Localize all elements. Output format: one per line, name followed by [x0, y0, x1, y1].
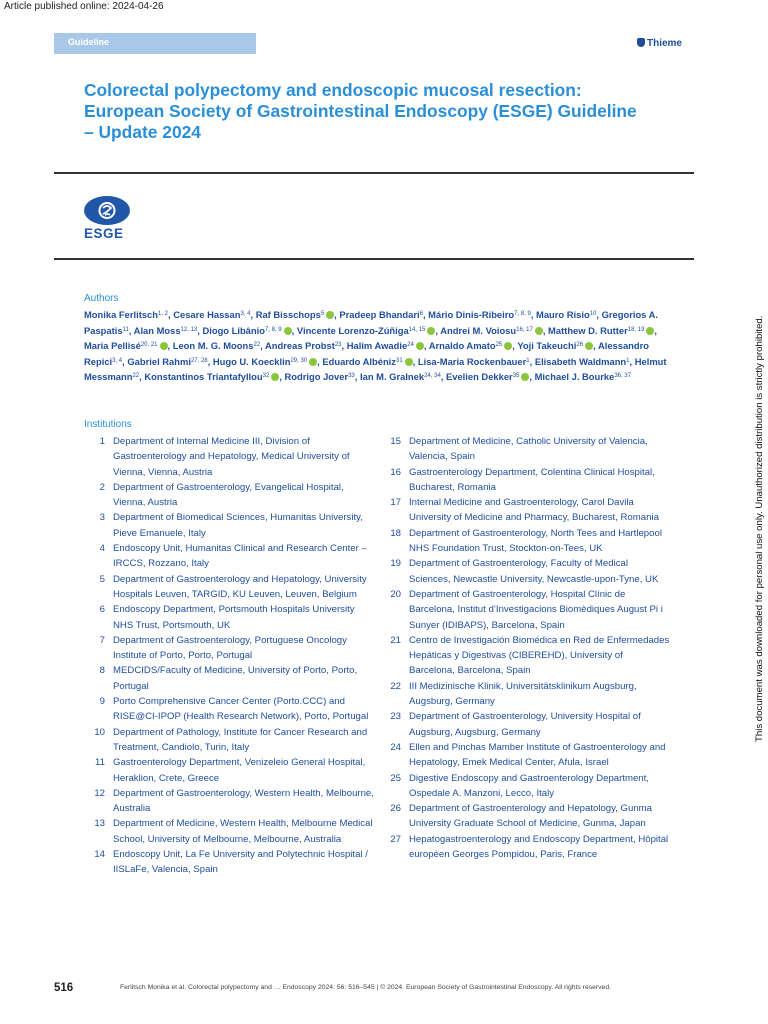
author-affiliation-numbers: 7, 8, 9	[514, 311, 531, 317]
author-affiliation-numbers: 20, 21	[140, 342, 158, 349]
author-separator: ,	[167, 340, 173, 352]
author-entry	[265, 340, 347, 351]
author-entry	[173, 340, 265, 351]
institution-number: 8	[99, 665, 105, 677]
author-name: Lisa-Maria Rockenbauer	[417, 355, 527, 367]
author-affiliation-numbers: 3, 4	[112, 357, 123, 364]
institution-item	[84, 786, 374, 817]
author-affiliation-numbers: 24, 34	[424, 373, 441, 380]
author-name: Halim Awadie	[346, 340, 408, 352]
institution-text: Digestive Endoscopy and Gastroenterology Department, Ospedale A. Manzoni, Lecco, Italy	[409, 772, 649, 799]
author-affiliation-numbers: 5	[320, 311, 325, 317]
author-affiliation-numbers: 12, 13	[180, 326, 198, 333]
author-affiliation-numbers: 1, 2	[157, 311, 168, 317]
author-affiliation-numbers: 35	[512, 373, 520, 380]
divider-top	[54, 172, 694, 174]
author-separator: ,	[128, 324, 134, 336]
author-separator: ,	[341, 340, 347, 352]
author-name: Alessandro Repici	[84, 340, 649, 367]
institution-text: Internal Medicine and Gastroenterology, Carol Davila University of Medicine and Pharmacy, Bucharest, Romania	[409, 497, 659, 524]
orcid-icon[interactable]	[284, 327, 292, 335]
author-separator: ,	[279, 371, 285, 383]
author-name: Michael J. Bourke	[534, 371, 615, 383]
orcid-icon[interactable]	[416, 342, 424, 350]
footer-citation: Ferlitsch Monika et al. Colorectal polypectomy and … Endoscopy 2024; 56: 516–545 | © 2024. European Society of Gastrointestinal Endoscopy. All rights reserved.	[120, 984, 612, 991]
author-name: Gabriel Rahmi	[127, 355, 191, 367]
esge-wordmark: ESGE	[84, 226, 124, 241]
institution-item	[380, 526, 670, 557]
institution-text: Department of Medicine, Catholic University of Valencia, Valencia, Spain	[409, 436, 648, 463]
author-name: Gregorios A. Paspatis	[84, 309, 659, 336]
institution-item	[84, 663, 374, 694]
institution-number: 23	[390, 711, 401, 723]
author-affiliation-numbers: 33	[348, 373, 355, 380]
author-entry	[536, 309, 602, 320]
institution-item	[84, 480, 374, 511]
author-name: Matthew D. Rutter	[548, 324, 628, 336]
author-name: Cesare Hassan	[173, 309, 241, 320]
institution-number: 21	[390, 634, 401, 646]
author-entry	[256, 309, 340, 320]
download-notice: This document was downloaded for personal use only. Unauthorized distribution is strictly prohibited.	[754, 315, 765, 742]
author-separator: ,	[440, 371, 446, 383]
institution-text: Department of Gastroenterology, Hospital Clínic de Barcelona, Institut d’Investigacions Biomèdiques August Pi i Sunyer (IDIBAPS), Barcelona, Spain	[409, 588, 663, 631]
institution-text: MEDCIDS/Faculty of Medicine, University of Porto, Porto, Portugal	[113, 665, 358, 692]
institution-item	[380, 740, 670, 771]
author-entry	[548, 325, 657, 336]
institution-number: 17	[390, 497, 401, 509]
institution-text: Department of Gastroenterology, Evangelical Hospital, Vienna, Austria	[113, 481, 344, 509]
author-entry	[84, 309, 173, 320]
institution-number: 22	[390, 680, 401, 692]
institution-text: Department of Gastroenterology and Hepatology, University Hospitals Leuven, TARGID, KU Leuven, Leuven, Belgium	[113, 573, 367, 600]
author-affiliation-numbers: 14, 15	[408, 326, 426, 333]
institution-item	[84, 434, 374, 480]
institution-text: Endoscopy Unit, La Fe University and Polytechnic Hospital / IISLaFe, Valencia, Spain	[113, 849, 368, 876]
institution-number: 25	[390, 772, 401, 784]
author-separator: ,	[334, 309, 340, 320]
author-name: Konstantinos Triantafyllou	[144, 371, 263, 383]
institution-text: Porto Comprehensive Cancer Center (Porto.CCC) and RISE@CI-IPOP (Health Research Network), Porto, Portugal	[113, 696, 369, 723]
author-name: Monika Ferlitsch	[84, 309, 158, 320]
author-entry	[535, 371, 631, 382]
institution-text: Hepatogastroenterology and Endoscopy Department, Hôpital européen Georges Pompidou, Paris, France	[409, 833, 669, 861]
author-separator: ,	[593, 340, 598, 352]
institution-text: Gastroenterology Department, Venizeleio General Hospital, Heraklion, Crete, Greece	[113, 757, 366, 784]
institution-number: 14	[94, 849, 105, 861]
institution-number: 26	[390, 803, 401, 815]
institution-item	[84, 633, 374, 664]
author-affiliation-numbers: 23	[334, 342, 342, 349]
author-entry	[360, 371, 446, 382]
author-entry	[322, 356, 418, 367]
author-name: Elisabeth Waldmann	[534, 355, 627, 367]
author-separator: ,	[250, 309, 256, 320]
divider-bottom	[54, 258, 694, 260]
author-name: Yoji Takeuchi	[517, 340, 577, 352]
institution-number: 5	[99, 573, 105, 585]
institution-item	[84, 755, 374, 786]
author-name: Alan Moss	[133, 324, 181, 336]
author-entry	[440, 325, 548, 336]
institution-text: Endoscopy Unit, Humanitas Clinical and Research Center – IRCCS, Rozzano, Italy	[113, 543, 367, 570]
author-affiliation-numbers: 27, 28	[190, 357, 208, 364]
institution-item	[380, 495, 670, 526]
institution-item	[380, 801, 670, 832]
institution-number: 11	[95, 757, 105, 769]
institution-item	[84, 694, 374, 725]
author-name: Maria Pellisé	[84, 340, 141, 352]
institution-item	[84, 510, 374, 541]
institution-text: Department of Gastroenterology and Hepatology, Gunma University Graduate School of Medicine, Gunma, Japan	[409, 803, 653, 830]
institution-number: 1	[99, 436, 105, 447]
author-name: Diogo Libânio	[202, 324, 265, 336]
author-entry	[84, 340, 173, 351]
author-separator: ,	[260, 340, 266, 352]
institution-number: 10	[94, 726, 105, 738]
published-date: Article published online: 2024-04-26	[4, 1, 164, 12]
author-affiliation-numbers: 7, 8, 9	[264, 326, 282, 333]
institution-number: 2	[99, 481, 105, 493]
institution-item	[84, 602, 374, 633]
institution-number: 12	[94, 787, 105, 799]
author-entry	[535, 356, 635, 367]
author-affiliation-numbers: 3, 4	[240, 311, 251, 317]
author-name: Leon M. G. Moons	[172, 340, 254, 352]
author-entry	[446, 371, 535, 382]
author-affiliation-numbers: 18, 19	[627, 326, 645, 333]
author-list	[84, 307, 684, 385]
author-affiliation-numbers: 16, 17	[516, 326, 533, 333]
author-name: Pradeep Bhandari	[339, 309, 420, 320]
author-affiliation-numbers: 11	[122, 326, 129, 333]
author-affiliation-numbers: 1	[526, 357, 530, 364]
institution-text: Department of Internal Medicine III, Division of Gastroenterology and Hepatology, Medical University of Vienna, Vienna, Austria	[113, 436, 350, 478]
publisher-logo	[637, 38, 682, 49]
orcid-icon[interactable]	[585, 342, 593, 350]
institution-item	[380, 587, 670, 633]
institution-number: 4	[99, 543, 105, 555]
institution-text: Department of Pathology, Institute for Cancer Research and Treatment, Candiolo, Turin, Italy	[113, 726, 368, 753]
institution-text: III Medizinische Klinik, Universitätsklinikum Augsburg, Augsburg, Germany	[409, 680, 637, 708]
author-entry	[213, 356, 323, 367]
author-separator: ,	[435, 324, 441, 336]
author-entry	[144, 371, 284, 382]
institution-item	[380, 434, 670, 465]
institution-item	[84, 725, 374, 756]
authors-heading: Authors	[84, 293, 119, 304]
author-separator: ,	[122, 355, 128, 367]
author-affiliation-numbers: 24	[407, 342, 414, 349]
institution-text: Endoscopy Department, Portsmouth Hospitals University NHS Trust, Portsmouth, UK	[113, 604, 355, 631]
institution-text: Department of Gastroenterology, North Tees and Hartlepool NHS Foundation Trust, Stockton-on-Tees, UK	[409, 527, 662, 555]
institution-number: 3	[99, 512, 105, 524]
orcid-icon[interactable]	[160, 342, 168, 350]
orcid-icon[interactable]	[309, 358, 317, 366]
author-entry	[418, 356, 535, 367]
institution-text: Department of Biomedical Sciences, Humanitas University, Pieve Emanuele, Italy	[113, 512, 363, 539]
author-affiliation-numbers: 6	[419, 311, 423, 317]
institution-number: 15	[390, 436, 401, 447]
thieme-icon	[637, 38, 645, 47]
author-entry	[134, 325, 203, 336]
author-separator: ,	[423, 340, 429, 352]
author-name: Hugo U. Koecklin	[212, 355, 291, 367]
author-separator: ,	[529, 371, 535, 383]
author-affiliation-numbers: 29, 30	[290, 357, 308, 364]
author-separator: ,	[542, 324, 549, 336]
author-name: Arnaldo Amato	[428, 340, 496, 352]
institution-text: Gastroenterology Department, Colentina Clinical Hospital, Bucharest, Romania	[409, 466, 655, 493]
page-number: 516	[54, 982, 74, 994]
institutions-right-column	[380, 434, 670, 862]
institution-text: Department of Gastroenterology, Western Health, Melbourne, Australia	[113, 787, 374, 815]
institution-item	[380, 832, 670, 863]
institution-number: 27	[390, 833, 401, 845]
author-affiliation-numbers: 22	[253, 342, 261, 349]
orcid-icon[interactable]	[405, 358, 413, 366]
author-entry	[517, 340, 598, 351]
author-separator: ,	[654, 324, 658, 336]
institution-number: 20	[390, 588, 401, 600]
institution-item	[84, 847, 374, 878]
institution-text: Department of Gastroenterology, University Hospital of Augsburg, Augsburg, Germany	[409, 711, 641, 738]
institution-number: 6	[99, 604, 105, 616]
esge-logo	[82, 195, 132, 245]
author-affiliation-numbers: 1	[626, 357, 630, 364]
author-separator: ,	[412, 355, 418, 367]
institution-item	[380, 633, 670, 679]
author-separator: ,	[596, 309, 602, 320]
author-affiliation-numbers: 32	[262, 373, 270, 380]
author-separator: ,	[139, 371, 145, 383]
author-separator: ,	[197, 324, 203, 336]
institution-text: Centro de Investigación Biomédica en Red de Enfermedades Hepáticas y Digestivas (CIBEREHD), University of Barcelona, Barcelona, Spain	[409, 634, 670, 677]
institution-number: 16	[390, 466, 401, 478]
institutions-heading: Institutions	[84, 419, 132, 430]
author-name: Eduardo Albéniz	[322, 355, 396, 367]
author-affiliation-numbers: 31	[395, 357, 403, 364]
article-title: Colorectal polypectomy and endoscopic mucosal resection: European Society of Gastrointestinal Endoscopy (ESGE) Guideline – Update 2024	[84, 80, 637, 142]
institutions-left-column	[84, 434, 374, 878]
author-name: Raf Bisschops	[255, 309, 321, 320]
author-entry	[285, 371, 360, 382]
institution-item	[380, 709, 670, 740]
section-label: Guideline	[68, 37, 110, 47]
author-entry	[428, 309, 536, 320]
author-separator: ,	[422, 309, 429, 320]
institution-number: 9	[99, 696, 105, 708]
author-entry	[429, 340, 518, 351]
institution-item	[380, 556, 670, 587]
author-name: Helmut Messmann	[84, 355, 667, 383]
author-affiliation-numbers: 36, 37	[614, 373, 632, 380]
institution-item	[380, 465, 670, 496]
institution-text: Department of Gastroenterology, Faculty of Medical Sciences, Newcastle University, Newcastle-upon-Tyne, UK	[409, 558, 659, 585]
orcid-icon[interactable]	[535, 327, 543, 335]
author-separator: ,	[354, 371, 360, 383]
section-banner	[54, 33, 256, 54]
author-separator: ,	[512, 340, 518, 352]
author-affiliation-numbers: 10	[589, 311, 597, 317]
institution-number: 24	[390, 741, 401, 753]
institution-text: Ellen and Pinchas Mamber Institute of Gastroenterology and Hepatology, Emek Medical Center, Afula, Israel	[409, 741, 666, 769]
institution-item	[380, 679, 670, 710]
author-name: Vincente Lorenzo-Zúñiga	[296, 324, 409, 336]
publisher-name: Thieme	[646, 38, 682, 49]
esge-emblem-icon	[84, 196, 130, 225]
institution-item	[84, 541, 374, 572]
author-name: Evelien Dekker	[446, 371, 513, 383]
author-entry	[173, 309, 255, 320]
author-name: Andrei M. Voiosu	[440, 324, 517, 336]
author-separator: ,	[168, 309, 174, 320]
author-entry	[202, 325, 296, 336]
author-entry	[339, 309, 428, 320]
institution-text: Department of Medicine, Western Health, Melbourne Medical School, University of Melbourne, Melbourne, Australia	[113, 818, 373, 845]
institution-item	[84, 816, 374, 847]
author-name: Andreas Probst	[265, 340, 335, 352]
institution-number: 7	[99, 634, 105, 646]
institution-number: 13	[94, 818, 105, 830]
author-affiliation-numbers: 25	[495, 342, 503, 349]
institution-number: 18	[390, 527, 401, 539]
author-entry	[347, 340, 429, 351]
author-name: Rodrigo Jover	[284, 371, 349, 383]
author-entry	[127, 356, 212, 367]
institution-item	[380, 771, 670, 802]
orcid-icon[interactable]	[326, 311, 334, 319]
author-separator: ,	[529, 355, 535, 367]
author-separator: ,	[207, 355, 213, 367]
author-separator: ,	[317, 355, 323, 367]
author-name: Ian M. Gralnek	[360, 371, 425, 383]
author-separator: ,	[530, 309, 537, 320]
author-separator: ,	[291, 324, 297, 336]
institution-text: Department of Gastroenterology, Portuguese Oncology Institute of Porto, Porto, Portugal	[113, 634, 347, 662]
author-affiliation-numbers: 26	[576, 342, 584, 349]
author-entry	[297, 325, 440, 336]
author-name: Mário Dinis-Ribeiro	[428, 309, 515, 320]
author-name: Mauro Risio	[536, 309, 590, 320]
institution-item	[84, 572, 374, 603]
institution-number: 19	[390, 558, 401, 570]
author-separator: ,	[629, 355, 635, 367]
author-affiliation-numbers: 22	[132, 373, 140, 380]
